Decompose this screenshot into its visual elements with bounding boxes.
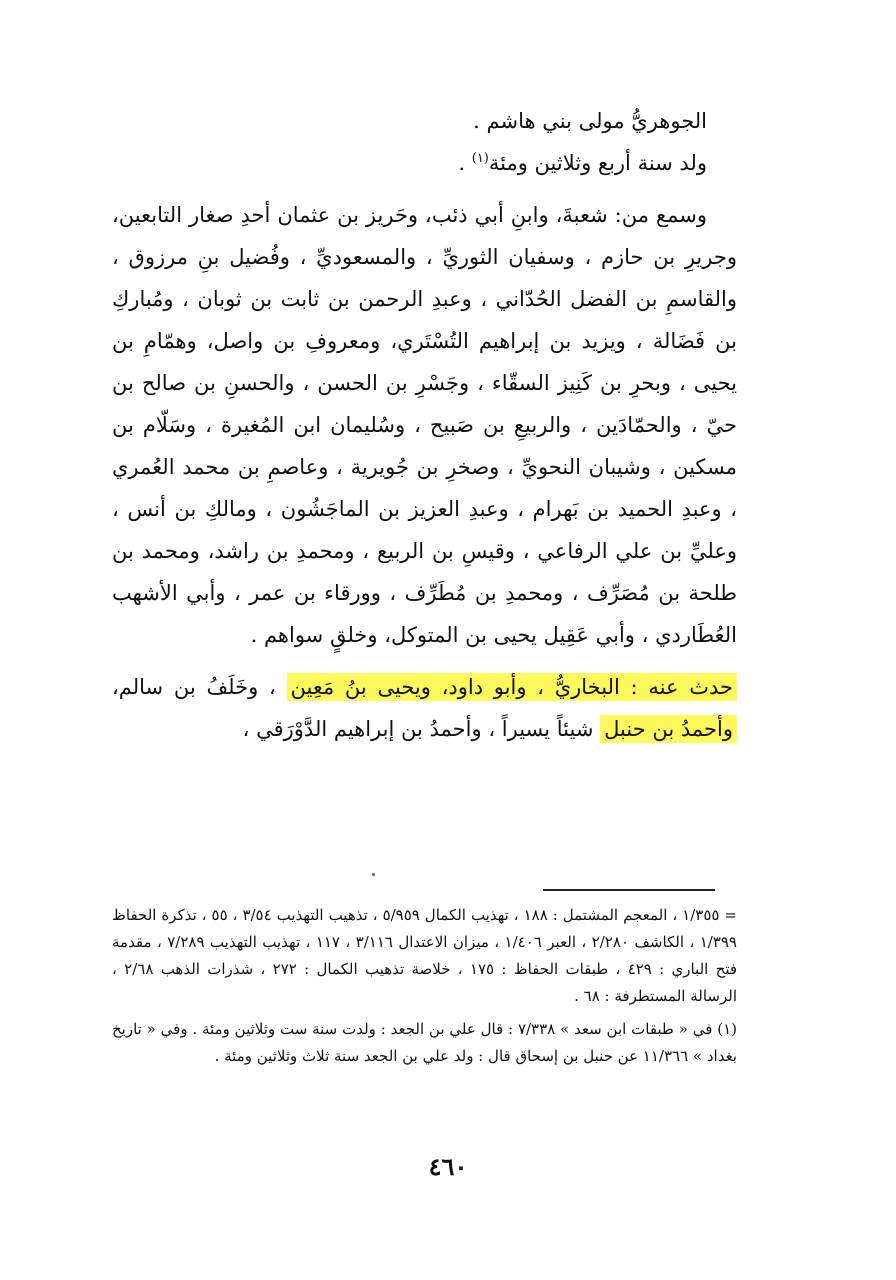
paragraph-birth [112, 142, 737, 184]
main-text [112, 100, 737, 750]
birth-text: ولد سنة أربع وثلاثين ومئة [488, 151, 707, 175]
students-middle: ، وخَلَفُ بن سالم، [112, 675, 276, 699]
page-number: ٤٦٠ [428, 1152, 468, 1181]
footnotes [112, 902, 737, 1070]
paragraph-teachers: وسمع من: شعبةَ، وابنِ أبي ذئب، وحَريز بن عثمان أحدِ صغار التابعين، وجريرِ بن حازم ، وسفيان الثوريِّ ، والمسعوديِّ ، وفُضيل بنِ مرزوق ، والقاسمِ بن الفضل الحُدّاني ، وعبدِ الرحمن بن ثابت بن ثوبان ، ومُباركِ بن فَضَالة ، ويزيد بن إبراهيم التُسْتَري، ومعروفِ بن واصل، وهمّامِ بن يحيى ، وبحرِ بن كَنِيز السقّاء ، وجَسْرِ بن الحسن ، والحسنِ بن صالح بن حيّ ، والحمّادَين ، والربيعِ بن صَبيح ، وسُليمان ابن المُغيرة ، وسَلّام بن مسكين ، وشيبان النحويِّ ، وصخرِ بن جُويرية ، وعاصمِ بن محمد العُمري ، وعبدِ الحميد بن بَهرام ، وعبدِ العزيز بن الماجَشُون ، ومالكِ بن أنس ، وعليِّ بن علي الرفاعي ، وقيسِ بن الربيع ، ومحمدِ بن راشد، ومحمد بن طلحة بن مُصَرِّف ، ومحمدِ بن مُطَرِّف ، وورقاء بن عمر ، وأبي الأشهب العُطَاردي ، وأبي عَقِيل يحيى بن المتوكل، وخلقٍ سواهم . [112, 203, 737, 647]
paragraph-lineage: الجوهريُّ مولى بني هاشم . [473, 109, 707, 133]
footnote-divider [543, 889, 715, 891]
footnote-continued: = ١/٣٥٥ ، المعجم المشتمل : ١٨٨ ، تهذيب الكمال ٥/٩٥٩ ، تذهيب التهذيب ٣/٥٤ ، ٥٥ ، تذكرة الحفاظ ١/٣٩٩ ، الكاشف ٢/٢٨٠ ، العبر ١/٤٠٦ ، ميزان الاعتدال ٣/١١٦ ، ١١٧ ، تهذيب التهذيب ٧/٢٨٩ ، مقدمة فتح الباري : ٤٢٩ ، طبقات الحفاظ : ١٧٥ ، خلاصة تذهيب الكمال : ٢٧٢ ، شذرات الذهب ٢/٦٨ ، الرسالة المستطرفة : ٦٨ . [112, 906, 738, 1005]
print-speck [372, 873, 375, 876]
students-end: شيئاً يسيراً ، وأحمدُ بن إبراهيم الدَّوْرَقي ، [242, 717, 601, 741]
footnote-ref[interactable]: (١) [471, 151, 489, 166]
highlight-students-2: وأحمدُ بن حنبل [600, 715, 737, 743]
highlight-students-1: حدث عنه : البخاريُّ ، وأبو داود، ويحيى بنُ مَعِين [287, 673, 737, 701]
footnote-1: (١) في « طبقات ابن سعد » ٧/٣٣٨ : قال علي بن الجعد : ولدت سنة ست وثلاثين ومئة . وفي « تاريخ بغداد » ١١/٣٦٦ عن حنبل بن إسحاق قال : ولد علي بن الجعد سنة ثلاث وثلاثين ومئة . [112, 1020, 737, 1065]
birth-end: . [458, 151, 472, 175]
paragraph-students [112, 666, 737, 750]
